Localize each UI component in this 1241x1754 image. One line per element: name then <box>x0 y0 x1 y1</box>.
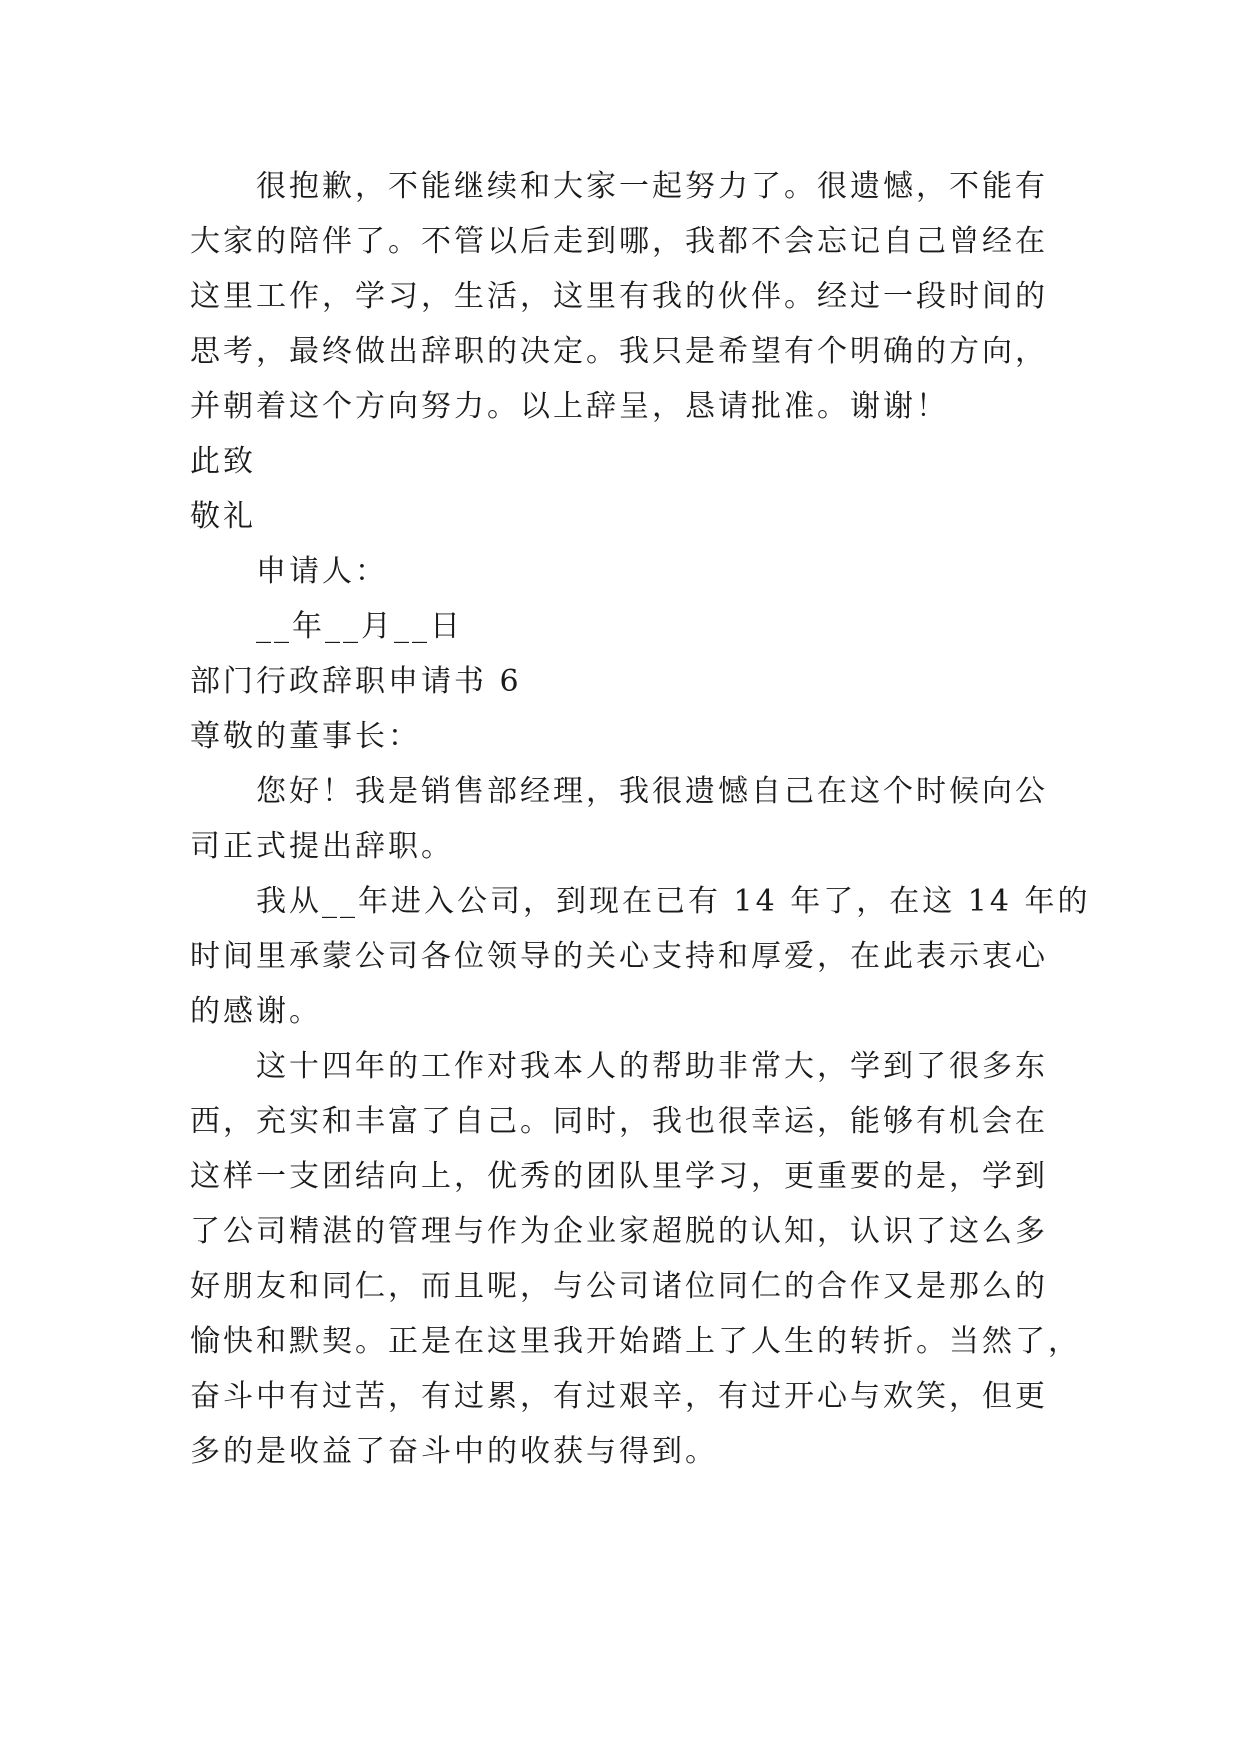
paragraph-3-line-1: 我从__年进入公司，到现在已有 14 年了，在这 14 年的 <box>256 884 1091 919</box>
paragraph-4-line-2: 西，充实和丰富了自己。同时，我也很幸运，能够有机会在 <box>190 1104 1048 1139</box>
paragraph-1-line-4: 思考，最终做出辞职的决定。我只是希望有个明确的方向， <box>190 334 1048 369</box>
recipient: 尊敬的董事长： <box>190 719 421 754</box>
paragraph-4-line-1: 这十四年的工作对我本人的帮助非常大，学到了很多东 <box>256 1049 1048 1084</box>
paragraph-1-line-5: 并朝着这个方向努力。以上辞呈，恳请批准。谢谢！ <box>190 389 949 424</box>
paragraph-4-line-8: 多的是收益了奋斗中的收获与得到。 <box>190 1434 718 1469</box>
paragraph-4-line-7: 奋斗中有过苦，有过累，有过艰辛，有过开心与欢笑，但更 <box>190 1379 1048 1414</box>
section-title: 部门行政辞职申请书 6 <box>190 664 522 699</box>
salutation-1: 此致 <box>190 444 256 479</box>
paragraph-4-line-5: 好朋友和同仁，而且呢，与公司诸位同仁的合作又是那么的 <box>190 1269 1048 1304</box>
paragraph-3-line-2: 时间里承蒙公司各位领导的关心支持和厚爱，在此表示衷心 <box>190 939 1048 974</box>
paragraph-1-line-3: 这里工作，学习，生活，这里有我的伙伴。经过一段时间的 <box>190 279 1048 314</box>
paragraph-4-line-6: 愉快和默契。正是在这里我开始踏上了人生的转折。当然了， <box>190 1324 1081 1359</box>
paragraph-4-line-3: 这样一支团结向上，优秀的团队里学习，更重要的是，学到 <box>190 1159 1048 1194</box>
paragraph-2-line-1: 您好！我是销售部经理，我很遗憾自己在这个时候向公 <box>256 774 1048 809</box>
date-line: __年__月__日 <box>256 609 463 644</box>
applicant-label: 申请人： <box>256 554 388 589</box>
paragraph-1-line-1: 很抱歉，不能继续和大家一起努力了。很遗憾，不能有 <box>256 169 1048 204</box>
paragraph-4-line-4: 了公司精湛的管理与作为企业家超脱的认知，认识了这么多 <box>190 1214 1048 1249</box>
paragraph-3-line-3: 的感谢。 <box>190 994 322 1029</box>
paragraph-2-line-2: 司正式提出辞职。 <box>190 829 454 864</box>
salutation-2: 敬礼 <box>190 499 256 534</box>
paragraph-1-line-2: 大家的陪伴了。不管以后走到哪，我都不会忘记自己曾经在 <box>190 224 1048 259</box>
